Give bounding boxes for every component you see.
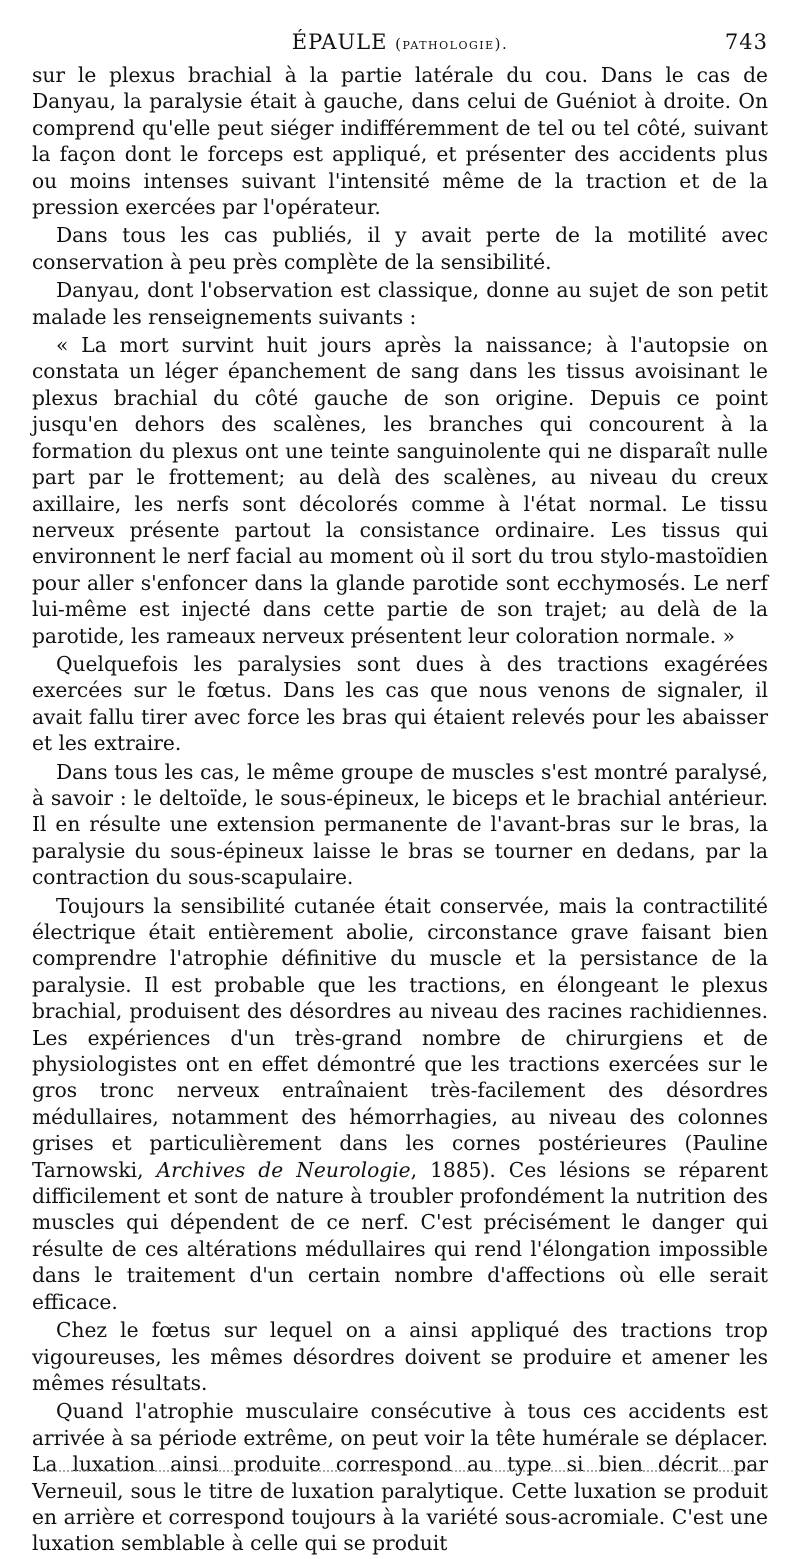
body-text: [32, 62, 768, 1557]
paragraph-continuation: sur le plexus brachial à la partie latérale du cou. Dans le cas de Danyau, la paralysie était à gauche, dans celui de Guéniot à droite. On comprend qu'elle peut siéger indifféremment de tel ou tel côté, suivant la façon dont le forceps est appliqué, et présenter des accidents plus ou moins intenses suivant l'intensité même de la traction et de la pression exercées par l'opérateur.: [32, 63, 768, 220]
paragraph-with-citation: [32, 893, 768, 1316]
citation-journal: Archives de Neurologie: [156, 1157, 411, 1182]
header-title-block: [32, 30, 768, 54]
paragraph: Dans tous les cas publiés, il y avait perte de la motilité avec conservation à peu près complète de la sensibilité.: [32, 223, 768, 274]
paragraph: Quelquefois les paralysies sont dues à des tractions exagérées exercées sur le fœtus. Dans les cas que nous venons de signaler, il avait fallu tirer avec force les bras qui étaient relevés pour les abaisser et les extraire.: [32, 651, 768, 756]
paragraph: Quand l'atrophie musculaire consécutive à tous ces accidents est arrivée à sa période extrême, on peut voir la tête humérale se déplacer. La luxation ainsi produite correspond au type si bien décrit par Verneuil, sous le titre de luxation paralytique. Cette luxation se produit en arrière et correspond toujours à la variété sous-acromiale. C'est une luxation semblable à celle qui se produit: [32, 1399, 768, 1556]
document-page: [32, 28, 768, 1559]
paragraph-quotation: « La mort survint huit jours après la naissance; à l'autopsie on constata un léger épanchement de sang dans les tissus avoisinant le plexus brachial du côté gauche de son origine. Depuis ce point jusqu'en dehors des scalènes, les branches qui concourent à la formation du plexus ont une teinte sanguinolente qui ne disparaît nulle part par le frottement; au delà des scalènes, au niveau du creux axillaire, les nerfs sont décolorés comme à l'état normal. Le tissu nerveux présente partout la consistance ordinaire. Les tissus qui environnent le nerf facial au moment où il sort du trou stylo-mastoïdien pour aller s'enfoncer dans la glande parotide sont ecchymosés. Le nerf lui-même est injecté dans cette partie de son trajet; au delà de la parotide, les rameaux nerveux présentent leur coloration normale. »: [32, 333, 768, 648]
citation-text-before: Toujours la sensibilité cutanée était conservée, mais la contractilité électrique était entièrement abolie, circonstance grave faisant bien comprendre l'atrophie définitive du muscle et la persistance de la paralysie. Il est probable que les tractions, en élongeant le plexus brachial, produisent des désordres au niveau des racines rachidiennes. Les expériences d'un très-grand nombre de chirurgiens et de physiologistes ont en effet démontré que les tractions exercées sur le gros tronc nerveux entraînaient très-facilement des désordres médullaires, notamment des hémorrhagies, au niveau des colonnes grises et particulièrement dans les cornes postérieures (Pauline Tarnowski,: [32, 893, 768, 1182]
header-title: ÉPAULE: [291, 30, 388, 54]
running-header: [32, 28, 768, 62]
header-subtitle: (pathologie).: [395, 35, 509, 53]
paragraph: Chez le fœtus sur lequel on a ainsi appliqué des tractions trop vigoureuses, les mêmes désordres doivent se produire et amener les mêmes résultats.: [32, 1318, 768, 1395]
paragraph: Danyau, dont l'observation est classique, donne au sujet de son petit malade les renseignements suivants :: [32, 278, 768, 329]
citation-text-after: , 1885). Ces lésions se réparent difficilement et sont de nature à troubler profondément la nutrition des muscles qui dépendent de ce nerf. C'est précisément le danger qui résulte de ces altérations médullaires qui rend l'élongation impossible dans le traitement d'un certain nombre d'affections où elle serait efficace.: [32, 1157, 769, 1314]
page-number: 743: [724, 30, 768, 54]
footer-divider: [36, 1470, 760, 1472]
paragraph: Dans tous les cas, le même groupe de muscles s'est montré paralysé, à savoir : le deltoïde, le sous-épineux, le biceps et le brachial antérieur. Il en résulte une extension permanente de l'avant-bras sur le bras, la paralysie du sous-épineux laisse le bras se tourner en dedans, par la contraction du sous-scapulaire.: [32, 759, 768, 890]
